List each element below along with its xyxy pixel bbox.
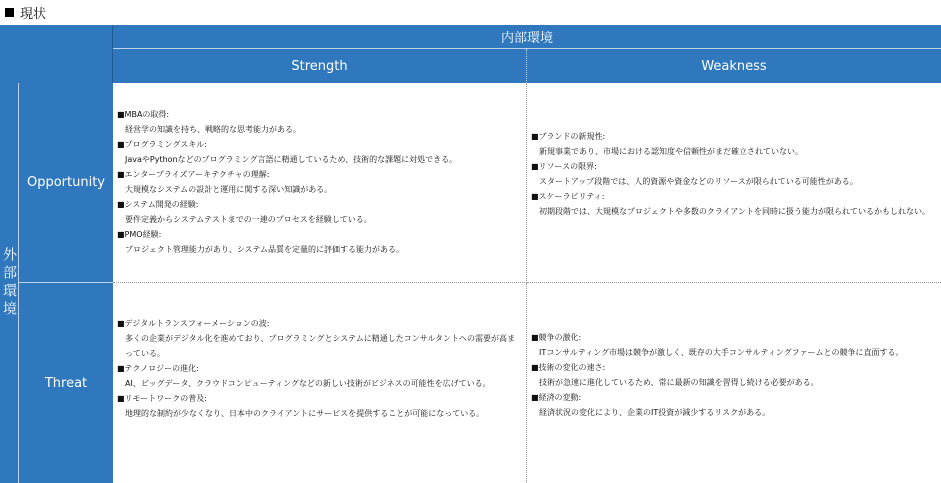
weakness-header[interactable] [527,49,941,83]
list-item: ■MBAの取得: 経営学の知識を持ち、戦略的な思考能力がある。 [117,110,301,134]
threat-label: Threat [44,375,88,391]
opportunity-label: Opportunity [26,175,105,190]
strength-threat-cell[interactable] [113,283,527,483]
list-item: ■PMO経験: プロジェクト管理能力があり、システム品質を定量的に評価する能力がある。 [117,230,405,254]
list-item: ■デジタルトランスフォーメーションの波: 多くの企業がデジタル化を進めており、プログラミングとシステムに精通したコンサルタントへの需要が高まっている。 [117,319,515,358]
strength-opportunity-cell[interactable] [113,83,527,283]
black-square-icon [5,8,14,17]
list-item: ■技術の変化の速さ: 技術が急速に進化しているため、常に最新の知識を習得し続ける必要がある。 [531,363,819,387]
list-item: ■スケーラビリティ: 初期段階では、大規模なプロジェクトや多数のクライアントを同時に扱う能力が限られているかもしれない。 [531,192,931,216]
list-item: ■システム開発の経験: 要件定義からシステムテストまでの一連のプロセスを経験している。 [117,200,372,224]
list-item: ■テクノロジーの進化: AI、ビッグデータ、クラウドコンピューティングなどの新しい技術がビジネスの可能性を広げている。 [117,364,491,388]
external-env-header[interactable] [0,83,19,483]
weakness-label: Weakness [701,58,767,74]
weakness-threat-cell[interactable] [527,283,941,483]
external-env-label: 外部環境 [1,247,17,319]
strength-label: Strength [291,58,348,74]
threat-header[interactable] [19,283,113,483]
list-item: ■競争の激化: ITコンサルティング市場は競争が激しく、既存の大手コンサルティングファームとの競争に直面する。 [531,333,904,357]
list-item: ■プログラミングスキル: JavaやPythonなどのプログラミング言語に精通しているため、技術的な課題に対処できる。 [117,140,458,164]
corner-cell[interactable] [0,25,113,83]
internal-env-header[interactable] [113,25,941,49]
sheet-title-row[interactable] [0,0,941,26]
strength-header[interactable] [113,49,527,83]
sheet-title: 現状 [20,7,47,22]
weakness-opportunity-cell[interactable] [527,83,941,283]
list-item: ■エンタープライズアーキテクチャの理解: 大規模なシステムの設計と運用に関する深い知識がある。 [117,170,333,194]
list-item: ■リモートワークの普及: 地理的な制約が少なくなり、日本中のクライアントにサービスを提供することが可能になっている。 [117,394,485,418]
opportunity-header[interactable] [19,83,113,283]
internal-env-label: 内部環境 [500,31,553,46]
list-item: ■経済の変動: 経済状況の変化により、企業のIT投資が減少するリスクがある。 [531,393,771,417]
list-item: ■ブランドの新規性: 新規事業であり、市場における認知度や信頼性がまだ確立されていない。 [531,132,803,156]
list-item: ■リソースの限界: スタートアップ段階では、人的資源や資金などのリソースが限られている可能性がある。 [531,162,858,186]
